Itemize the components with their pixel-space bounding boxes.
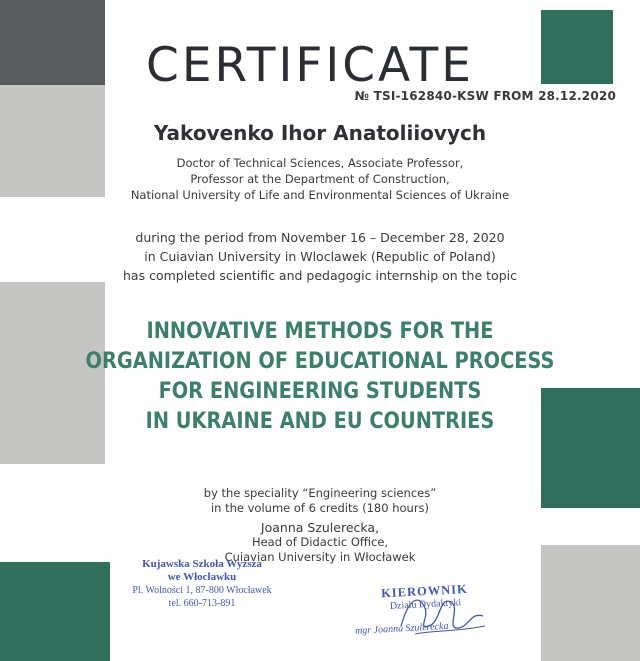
certificate-title: CERTIFICATE [146,38,474,93]
stamp-line: Kujawska Szkoła Wyższa [142,558,262,570]
recipient-credentials [0,155,640,203]
signer-role: Head of Didactic Office, [251,535,389,549]
stamp-line: tel. 660-713-891 [168,598,236,609]
internship-period [0,228,640,285]
stamp-line: mgr Joanna Szulerecka [354,620,449,637]
credential-line: National University of Life and Environmental Sciences of Ukraine [130,188,510,202]
period-line: in Cuiavian University in Wloclawek (Republic of Poland) [144,249,496,264]
university-stamp [122,558,282,610]
decor-block-dark-top-left [0,0,105,85]
handwritten-signature [395,586,490,641]
period-line: has completed scientific and pedagogic internship on the topic [123,268,517,283]
decor-block-green-bottom-left [0,562,110,661]
internship-topic [45,316,595,436]
credential-line: Doctor of Technical Sciences, Associate Professor, [176,156,464,170]
certificate-number: № TSI-162840-KSW FROM 28.12.2020 [354,89,616,103]
topic-line: INNOVATIVE METHODS FOR THE [146,318,494,344]
topic-line: IN UKRAINE AND EU COUNTRIES [145,408,495,434]
signer-org: Cuiavian University in Włocławek [224,550,416,564]
period-line: during the period from November 16 – December 28, 2020 [135,230,505,245]
stamp-line: KIEROWNIK [380,581,469,601]
decor-block-green-top-right [541,10,613,84]
topic-line: FOR ENGINEERING STUDENTS [158,378,482,404]
topic-line: ORGANIZATION OF EDUCATIONAL PROCESS [85,348,555,374]
credits-line: in the volume of 6 credits (180 hours) [210,501,430,515]
stamp-line: Pl. Wolności 1, 87-800 Włocławek [132,585,272,596]
speciality-line: by the speciality “Engineering sciences” [203,486,437,500]
stamp-line: Działu Dydaktyki [389,597,462,612]
credential-line: Professor at the Department of Construction, [190,172,450,186]
stamp-line: we Włocławku [167,571,237,583]
signer-name: Joanna Szulerecka, [260,520,380,535]
recipient-name: Yakovenko Ihor Anatoliiovych [153,121,487,145]
speciality-and-signer [0,486,640,565]
